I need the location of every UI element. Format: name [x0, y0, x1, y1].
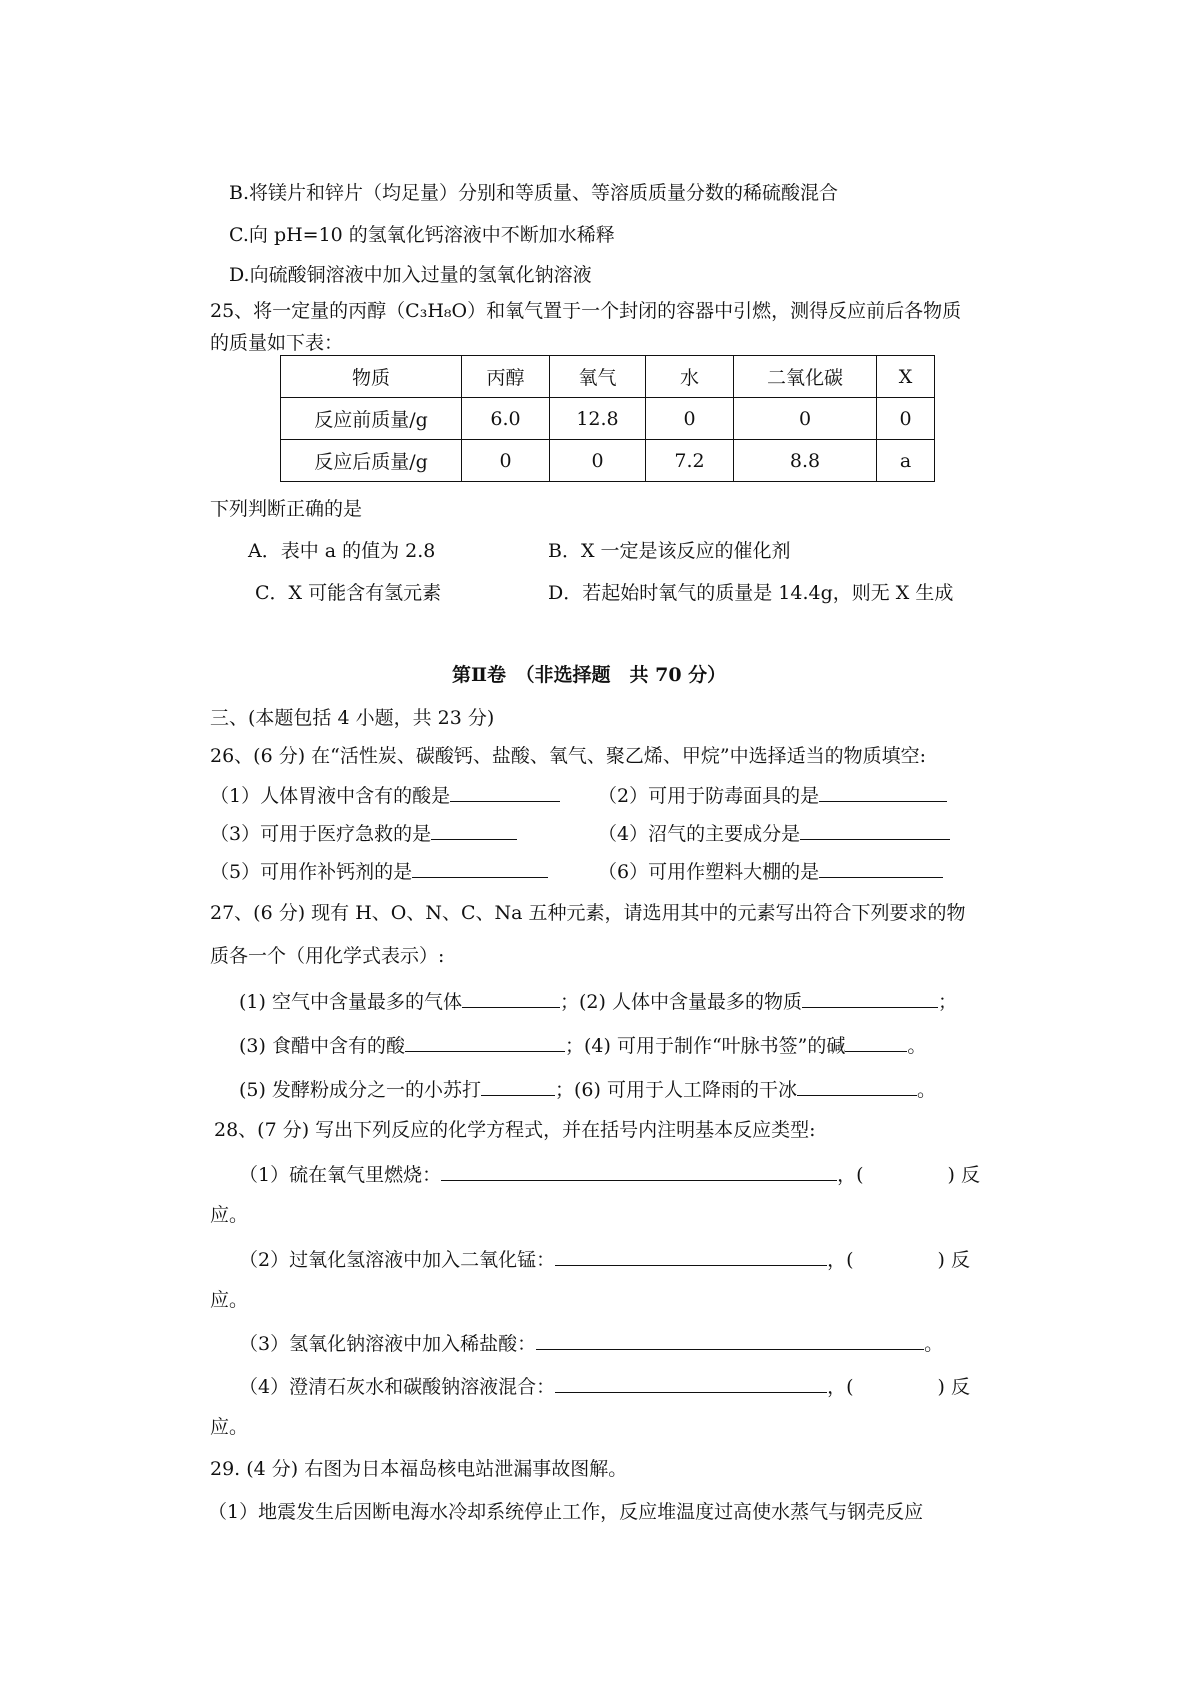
table-cell: 12.8	[550, 398, 646, 440]
q28-item-1-wrap: 应。	[210, 1204, 249, 1226]
q25-option-c: C．X 可能含有氢元素	[255, 582, 442, 604]
q27-stem-line2: 质各一个（用化学式表示）:	[210, 945, 445, 967]
q25-option-b: B．X 一定是该反应的催化剂	[548, 540, 791, 562]
q27-item-6-label: (6) 可用于人工降雨的干冰	[573, 1079, 797, 1101]
table-row	[281, 440, 935, 482]
q28-item-3	[239, 1329, 943, 1357]
q27-item-5-label: (5) 发酵粉成分之一的小苏打	[239, 1079, 481, 1101]
answer-blank[interactable]	[431, 819, 517, 840]
q24-option-b: B.将镁片和锌片（均足量）分别和等质量、等溶质质量分数的稀硫酸混合	[229, 182, 839, 204]
answer-blank[interactable]	[405, 1031, 565, 1052]
q25-option-d: D．若起始时氧气的质量是 14.4g，则无 X 生成	[548, 582, 954, 604]
semicolon: ；	[554, 1079, 574, 1101]
q25-question: 下列判断正确的是	[210, 498, 363, 520]
q27-item-4-label: (4) 可用于制作“叶脉书签”的碱	[583, 1035, 846, 1057]
q26-item-1-label: （1）人体胃液中含有的酸是	[210, 785, 451, 807]
q29-stem: 29. (4 分) 右图为日本福岛核电站泄漏事故图解。	[210, 1458, 628, 1480]
q25-stem-line2: 的质量如下表：	[210, 332, 344, 354]
period: 。	[907, 1035, 927, 1057]
q28-item-2-wrap: 应。	[210, 1289, 249, 1311]
table-row	[281, 398, 935, 440]
answer-blank[interactable]	[462, 987, 560, 1008]
q26-item-6	[598, 857, 943, 885]
table-cell: 0	[462, 440, 550, 482]
q26-stem: 26、(6 分) 在“活性炭、碳酸钙、盐酸、氧气、聚乙烯、甲烷”中选择适当的物质填空:	[210, 745, 926, 767]
answer-blank[interactable]	[819, 781, 947, 802]
paren-close: ) 反	[937, 1249, 970, 1271]
q27-row-2	[239, 1031, 926, 1059]
table-header-row	[281, 356, 935, 398]
table-cell: 0	[877, 398, 935, 440]
q26-item-3	[210, 819, 517, 847]
q27-item-3-label: (3) 食醋中含有的酸	[239, 1035, 405, 1057]
q27-row-3	[239, 1075, 936, 1103]
paren-close: ) 反	[937, 1376, 970, 1398]
table-cell: 7.2	[646, 440, 734, 482]
q28-item-4	[239, 1372, 970, 1400]
q28-item-2	[239, 1245, 970, 1273]
table-header-cell: 丙醇	[462, 356, 550, 398]
table-cell: 6.0	[462, 398, 550, 440]
q26-item-5	[210, 857, 548, 885]
q28-stem: 28、(7 分) 写出下列反应的化学方程式，并在括号内注明基本反应类型:	[214, 1119, 816, 1141]
table-cell: 0	[550, 440, 646, 482]
paren-open: ，(	[827, 1376, 854, 1398]
paren-open: ，(	[837, 1164, 864, 1186]
q26-item-6-label: （6）可用作塑料大棚的是	[598, 861, 820, 883]
q27-stem-line1: 27、(6 分) 现有 H、O、N、C、Na 五种元素，请选用其中的元素写出符合下列要求的物	[210, 902, 966, 924]
semicolon: ；	[937, 991, 957, 1013]
table-cell: 0	[734, 398, 877, 440]
q27-item-2-label: (2) 人体中含量最多的物质	[578, 991, 802, 1013]
q28-item-2-label: （2）过氧化氢溶液中加入二氧化锰：	[239, 1249, 556, 1271]
semicolon: ；	[564, 1035, 584, 1057]
table-cell: 0	[646, 398, 734, 440]
table-header-cell: X	[877, 356, 935, 398]
q28-item-3-label: （3）氢氧化钠溶液中加入稀盐酸：	[239, 1333, 537, 1355]
q26-item-5-label: （5）可用作补钙剂的是	[210, 861, 413, 883]
q26-item-4	[598, 819, 950, 847]
answer-blank[interactable]	[450, 781, 560, 802]
section-title: 第Ⅱ卷 （非选择题 共 70 分）	[452, 664, 727, 686]
q29-item-1: （1）地震发生后因断电海水冷却系统停止工作，反应堆温度过高使水蒸气与钢壳反应	[208, 1501, 924, 1523]
semicolon: ；	[559, 991, 579, 1013]
table-cell: 8.8	[734, 440, 877, 482]
q28-item-4-label: （4）澄清石灰水和碳酸钠溶液混合：	[239, 1376, 556, 1398]
table-header-cell: 物质	[281, 356, 462, 398]
q26-item-1	[210, 781, 560, 809]
paren-open: ，(	[827, 1249, 854, 1271]
q24-option-d: D.向硫酸铜溶液中加入过量的氢氧化钠溶液	[229, 264, 592, 286]
answer-blank[interactable]	[412, 857, 548, 878]
table-header-cell: 二氧化碳	[734, 356, 877, 398]
q28-item-1-label: （1）硫在氧气里燃烧：	[239, 1164, 442, 1186]
q26-item-2	[598, 781, 947, 809]
table-cell: 反应后质量/g	[281, 440, 462, 482]
paren-close: ) 反	[947, 1164, 980, 1186]
equation-blank[interactable]	[536, 1329, 924, 1350]
table-cell: 反应前质量/g	[281, 398, 462, 440]
answer-blank[interactable]	[797, 1075, 917, 1096]
equation-blank[interactable]	[555, 1245, 827, 1266]
answer-blank[interactable]	[845, 1031, 907, 1052]
equation-blank[interactable]	[555, 1372, 827, 1393]
mass-table	[280, 355, 935, 482]
table-cell: a	[877, 440, 935, 482]
answer-blank[interactable]	[802, 987, 938, 1008]
q25-stem-line1: 25、将一定量的丙醇（C₃H₈O）和氧气置于一个封闭的容器中引燃，测得反应前后各物质	[210, 300, 962, 322]
q26-item-2-label: （2）可用于防毒面具的是	[598, 785, 820, 807]
table-header-cell: 水	[646, 356, 734, 398]
q28-item-4-wrap: 应。	[210, 1416, 249, 1438]
q28-item-1	[239, 1160, 980, 1188]
period: 。	[916, 1079, 936, 1101]
q25-option-a: A．表中 a 的值为 2.8	[248, 540, 436, 562]
q27-item-1-label: (1) 空气中含量最多的气体	[239, 991, 462, 1013]
answer-blank[interactable]	[800, 819, 950, 840]
q24-option-c: C.向 pH=10 的氢氧化钙溶液中不断加水稀释	[229, 224, 615, 246]
q27-row-1	[239, 987, 957, 1015]
period: 。	[924, 1333, 944, 1355]
q26-item-4-label: （4）沼气的主要成分是	[598, 823, 801, 845]
equation-blank[interactable]	[441, 1160, 837, 1181]
part3-heading: 三、(本题包括 4 小题，共 23 分)	[210, 707, 495, 729]
q26-item-3-label: （3）可用于医疗急救的是	[210, 823, 432, 845]
answer-blank[interactable]	[819, 857, 943, 878]
answer-blank[interactable]	[481, 1075, 555, 1096]
table-header-cell: 氧气	[550, 356, 646, 398]
